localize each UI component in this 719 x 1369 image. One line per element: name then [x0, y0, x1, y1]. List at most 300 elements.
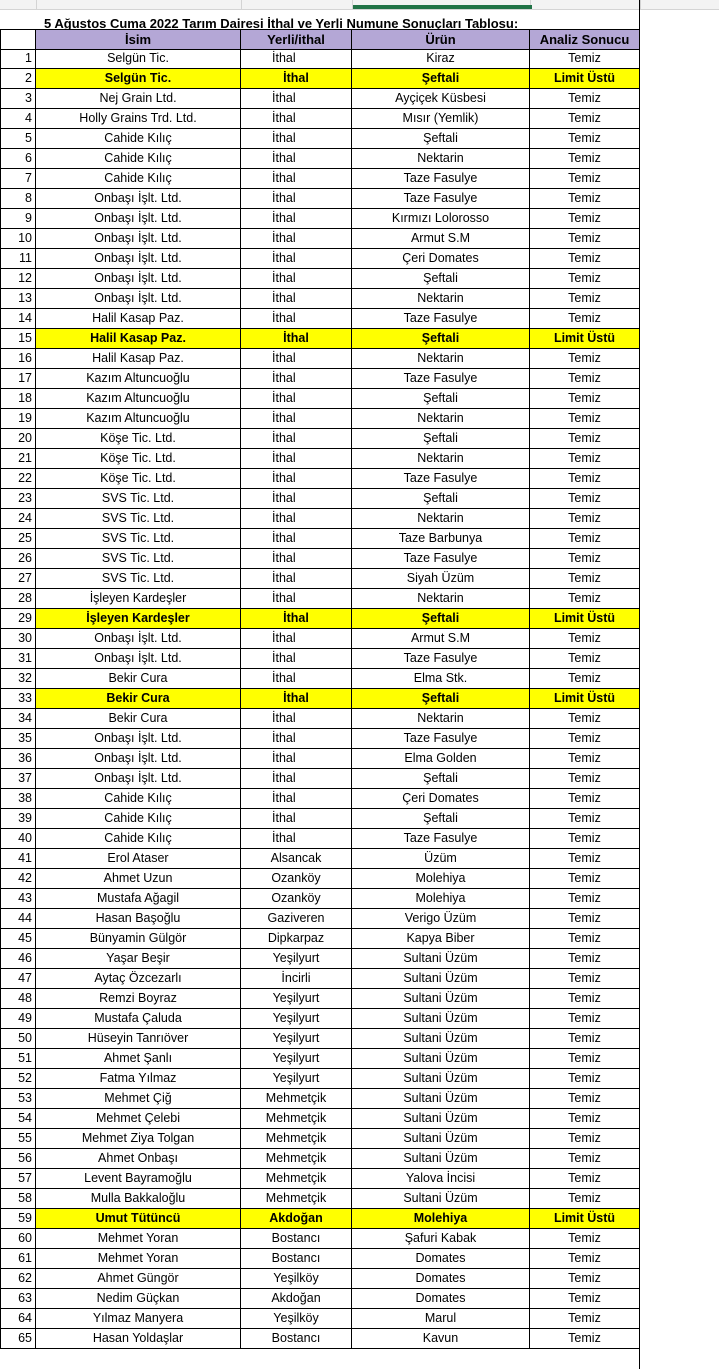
cell-result[interactable]: Temiz	[530, 589, 640, 609]
row-number[interactable]: 51	[0, 1049, 36, 1069]
cell-name[interactable]: Onbaşı İşlt. Ltd.	[36, 269, 241, 289]
table-row[interactable]	[0, 509, 640, 529]
row-number[interactable]: 30	[0, 629, 36, 649]
cell-origin[interactable]: İthal	[241, 449, 352, 469]
cell-result[interactable]: Temiz	[530, 1269, 640, 1289]
cell-product[interactable]: Domates	[352, 1249, 530, 1269]
row-number[interactable]: 58	[0, 1189, 36, 1209]
cell-name[interactable]: Ahmet Güngör	[36, 1269, 241, 1289]
row-number[interactable]: 26	[0, 549, 36, 569]
cell-origin[interactable]: Yeşilyurt	[241, 1069, 352, 1089]
cell-product[interactable]: Nektarin	[352, 589, 530, 609]
row-number[interactable]: 27	[0, 569, 36, 589]
cell-origin[interactable]: İthal	[241, 469, 352, 489]
cell-origin[interactable]: İthal	[241, 529, 352, 549]
cell-result[interactable]: Temiz	[530, 929, 640, 949]
cell-result[interactable]: Temiz	[530, 1029, 640, 1049]
cell-origin[interactable]: İthal	[241, 189, 352, 209]
row-number[interactable]: 48	[0, 989, 36, 1009]
cell-name[interactable]: Aytaç Özcezarlı	[36, 969, 241, 989]
table-row[interactable]	[0, 349, 640, 369]
cell-origin[interactable]: İthal	[241, 89, 352, 109]
table-row[interactable]	[0, 949, 640, 969]
table-row[interactable]	[0, 1189, 640, 1209]
cell-name[interactable]: Onbaşı İşlt. Ltd.	[36, 209, 241, 229]
cell-result[interactable]: Temiz	[530, 969, 640, 989]
cell-product[interactable]: Şeftali	[352, 329, 530, 349]
cell-name[interactable]: Cahide Kılıç	[36, 129, 241, 149]
table-row[interactable]	[0, 869, 640, 889]
cell-name[interactable]: Mehmet Ziya Tolgan	[36, 1129, 241, 1149]
cell-result[interactable]: Temiz	[530, 269, 640, 289]
cell-origin[interactable]: İthal	[241, 689, 352, 709]
cell-product[interactable]: Sultani Üzüm	[352, 989, 530, 1009]
cell-product[interactable]: Şeftali	[352, 489, 530, 509]
cell-result[interactable]: Temiz	[530, 909, 640, 929]
cell-result[interactable]: Temiz	[530, 409, 640, 429]
cell-product[interactable]: Kırmızı Lolorosso	[352, 209, 530, 229]
row-number[interactable]: 63	[0, 1289, 36, 1309]
row-number[interactable]: 60	[0, 1229, 36, 1249]
table-row[interactable]	[0, 409, 640, 429]
cell-product[interactable]: Nektarin	[352, 409, 530, 429]
cell-name[interactable]: Cahide Kılıç	[36, 149, 241, 169]
cell-result[interactable]: Limit Üstü	[530, 609, 640, 629]
table-row[interactable]	[0, 809, 640, 829]
cell-result[interactable]: Temiz	[530, 1089, 640, 1109]
cell-product[interactable]: Şafuri Kabak	[352, 1229, 530, 1249]
cell-origin[interactable]: İthal	[241, 169, 352, 189]
cell-product[interactable]: Nektarin	[352, 289, 530, 309]
row-number[interactable]: 23	[0, 489, 36, 509]
cell-result[interactable]: Temiz	[530, 729, 640, 749]
cell-name[interactable]: Holly Grains Trd. Ltd.	[36, 109, 241, 129]
cell-result[interactable]: Temiz	[530, 1189, 640, 1209]
row-number[interactable]: 15	[0, 329, 36, 349]
cell-origin[interactable]: Mehmetçik	[241, 1149, 352, 1169]
cell-name[interactable]: Onbaşı İşlt. Ltd.	[36, 769, 241, 789]
cell-origin[interactable]: İthal	[241, 389, 352, 409]
cell-result[interactable]: Temiz	[530, 369, 640, 389]
cell-result[interactable]: Temiz	[530, 1009, 640, 1029]
cell-name[interactable]: SVS Tic. Ltd.	[36, 489, 241, 509]
table-row[interactable]	[0, 829, 640, 849]
row-number[interactable]: 28	[0, 589, 36, 609]
cell-name[interactable]: Cahide Kılıç	[36, 829, 241, 849]
cell-product[interactable]: Sultani Üzüm	[352, 1109, 530, 1129]
cell-origin[interactable]: Yeşilyurt	[241, 1049, 352, 1069]
row-number[interactable]: 10	[0, 229, 36, 249]
cell-origin[interactable]: Ozanköy	[241, 869, 352, 889]
table-row[interactable]	[0, 709, 640, 729]
row-number[interactable]: 20	[0, 429, 36, 449]
cell-origin[interactable]: Mehmetçik	[241, 1169, 352, 1189]
cell-result[interactable]: Temiz	[530, 829, 640, 849]
cell-product[interactable]: Ayçiçek Küsbesi	[352, 89, 530, 109]
cell-result[interactable]: Temiz	[530, 1049, 640, 1069]
cell-product[interactable]: Nektarin	[352, 149, 530, 169]
table-row[interactable]	[0, 769, 640, 789]
table-row[interactable]	[0, 1029, 640, 1049]
table-row[interactable]	[0, 1089, 640, 1109]
row-number[interactable]: 59	[0, 1209, 36, 1229]
cell-result[interactable]: Temiz	[530, 469, 640, 489]
cell-product[interactable]: Kavun	[352, 1329, 530, 1349]
row-number[interactable]: 49	[0, 1009, 36, 1029]
cell-origin[interactable]: İthal	[241, 289, 352, 309]
cell-result[interactable]: Temiz	[530, 529, 640, 549]
table-row[interactable]	[0, 109, 640, 129]
cell-product[interactable]: Nektarin	[352, 349, 530, 369]
table-row[interactable]	[0, 609, 640, 629]
cell-product[interactable]: Sultani Üzüm	[352, 1049, 530, 1069]
cell-name[interactable]: Bekir Cura	[36, 689, 241, 709]
cell-origin[interactable]: Mehmetçik	[241, 1189, 352, 1209]
cell-origin[interactable]: İthal	[241, 549, 352, 569]
table-row[interactable]	[0, 369, 640, 389]
cell-product[interactable]: Taze Fasulye	[352, 309, 530, 329]
cell-result[interactable]: Temiz	[530, 649, 640, 669]
cell-product[interactable]: Sultani Üzüm	[352, 949, 530, 969]
table-row[interactable]	[0, 389, 640, 409]
cell-result[interactable]: Temiz	[530, 849, 640, 869]
cell-name[interactable]: Umut Tütüncü	[36, 1209, 241, 1229]
cell-name[interactable]: Mehmet Yoran	[36, 1249, 241, 1269]
row-number[interactable]: 32	[0, 669, 36, 689]
table-row[interactable]	[0, 1069, 640, 1089]
table-row[interactable]	[0, 569, 640, 589]
cell-origin[interactable]: Akdoğan	[241, 1209, 352, 1229]
cell-product[interactable]: Şeftali	[352, 129, 530, 149]
cell-result[interactable]: Temiz	[530, 249, 640, 269]
row-number[interactable]: 42	[0, 869, 36, 889]
table-row[interactable]	[0, 229, 640, 249]
cell-product[interactable]: Taze Barbunya	[352, 529, 530, 549]
cell-name[interactable]: Remzi Boyraz	[36, 989, 241, 1009]
cell-origin[interactable]: İthal	[241, 509, 352, 529]
cell-origin[interactable]: İthal	[241, 709, 352, 729]
table-row[interactable]	[0, 169, 640, 189]
cell-name[interactable]: Köşe Tic. Ltd.	[36, 449, 241, 469]
row-number[interactable]: 53	[0, 1089, 36, 1109]
table-row[interactable]	[0, 289, 640, 309]
row-number[interactable]: 11	[0, 249, 36, 269]
cell-name[interactable]: Onbaşı İşlt. Ltd.	[36, 189, 241, 209]
cell-product[interactable]: Taze Fasulye	[352, 649, 530, 669]
row-number[interactable]: 6	[0, 149, 36, 169]
cell-name[interactable]: Onbaşı İşlt. Ltd.	[36, 749, 241, 769]
cell-name[interactable]: Hasan Yoldaşlar	[36, 1329, 241, 1349]
cell-result[interactable]: Temiz	[530, 549, 640, 569]
table-row[interactable]	[0, 489, 640, 509]
cell-product[interactable]: Şeftali	[352, 689, 530, 709]
cell-result[interactable]: Temiz	[530, 449, 640, 469]
row-number[interactable]: 36	[0, 749, 36, 769]
row-number[interactable]: 24	[0, 509, 36, 529]
cell-product[interactable]: Çeri Domates	[352, 249, 530, 269]
table-row[interactable]	[0, 649, 640, 669]
cell-name[interactable]: Ahmet Şanlı	[36, 1049, 241, 1069]
cell-origin[interactable]: İthal	[241, 69, 352, 89]
cell-product[interactable]: Armut S.M	[352, 629, 530, 649]
cell-product[interactable]: Mısır (Yemlik)	[352, 109, 530, 129]
row-number[interactable]: 18	[0, 389, 36, 409]
row-number[interactable]: 19	[0, 409, 36, 429]
row-number[interactable]: 39	[0, 809, 36, 829]
cell-origin[interactable]: Yeşilyurt	[241, 989, 352, 1009]
cell-origin[interactable]: Akdoğan	[241, 1289, 352, 1309]
cell-product[interactable]: Armut S.M	[352, 229, 530, 249]
cell-origin[interactable]: İthal	[241, 249, 352, 269]
table-row[interactable]	[0, 669, 640, 689]
cell-result[interactable]: Temiz	[530, 109, 640, 129]
cell-origin[interactable]: İthal	[241, 209, 352, 229]
cell-product[interactable]: Taze Fasulye	[352, 549, 530, 569]
table-row[interactable]	[0, 629, 640, 649]
table-row[interactable]	[0, 749, 640, 769]
row-number[interactable]: 64	[0, 1309, 36, 1329]
cell-result[interactable]: Temiz	[530, 49, 640, 69]
table-row[interactable]	[0, 1009, 640, 1029]
cell-result[interactable]: Temiz	[530, 789, 640, 809]
cell-product[interactable]: Taze Fasulye	[352, 369, 530, 389]
row-number[interactable]: 4	[0, 109, 36, 129]
cell-name[interactable]: İşleyen Kardeşler	[36, 589, 241, 609]
cell-product[interactable]: Marul	[352, 1309, 530, 1329]
cell-name[interactable]: Bünyamin Gülgör	[36, 929, 241, 949]
row-number[interactable]: 40	[0, 829, 36, 849]
cell-result[interactable]: Temiz	[530, 289, 640, 309]
table-row[interactable]	[0, 1209, 640, 1229]
cell-name[interactable]: Kazım Altuncuoğlu	[36, 389, 241, 409]
cell-origin[interactable]: İncirli	[241, 969, 352, 989]
cell-result[interactable]: Temiz	[530, 709, 640, 729]
table-row[interactable]	[0, 449, 640, 469]
cell-result[interactable]: Temiz	[530, 1069, 640, 1089]
cell-origin[interactable]: İthal	[241, 129, 352, 149]
table-row[interactable]	[0, 89, 640, 109]
cell-result[interactable]: Temiz	[530, 949, 640, 969]
row-number[interactable]: 38	[0, 789, 36, 809]
cell-product[interactable]: Şeftali	[352, 269, 530, 289]
cell-name[interactable]: Cahide Kılıç	[36, 789, 241, 809]
cell-result[interactable]: Temiz	[530, 629, 640, 649]
cell-product[interactable]: Kapya Biber	[352, 929, 530, 949]
cell-name[interactable]: Bekir Cura	[36, 669, 241, 689]
row-number[interactable]: 14	[0, 309, 36, 329]
cell-name[interactable]: Bekir Cura	[36, 709, 241, 729]
cell-product[interactable]: Şeftali	[352, 429, 530, 449]
cell-result[interactable]: Temiz	[530, 869, 640, 889]
cell-name[interactable]: Onbaşı İşlt. Ltd.	[36, 289, 241, 309]
cell-product[interactable]: Nektarin	[352, 449, 530, 469]
cell-result[interactable]: Temiz	[530, 149, 640, 169]
cell-name[interactable]: Mustafa Çaluda	[36, 1009, 241, 1029]
cell-origin[interactable]: Gaziveren	[241, 909, 352, 929]
table-row[interactable]	[0, 889, 640, 909]
cell-origin[interactable]: Yeşilyurt	[241, 1029, 352, 1049]
row-number[interactable]: 7	[0, 169, 36, 189]
cell-name[interactable]: Yılmaz Manyera	[36, 1309, 241, 1329]
cell-origin[interactable]: Bostancı	[241, 1229, 352, 1249]
cell-name[interactable]: Selgün Tic.	[36, 69, 241, 89]
row-number[interactable]: 22	[0, 469, 36, 489]
table-row[interactable]	[0, 729, 640, 749]
cell-product[interactable]: Nektarin	[352, 509, 530, 529]
cell-origin[interactable]: İthal	[241, 629, 352, 649]
cell-product[interactable]: Elma Stk.	[352, 669, 530, 689]
row-number[interactable]: 34	[0, 709, 36, 729]
cell-origin[interactable]: İthal	[241, 829, 352, 849]
cell-result[interactable]: Limit Üstü	[530, 689, 640, 709]
cell-name[interactable]: Cahide Kılıç	[36, 169, 241, 189]
row-number[interactable]: 17	[0, 369, 36, 389]
row-number[interactable]: 52	[0, 1069, 36, 1089]
row-number[interactable]: 55	[0, 1129, 36, 1149]
cell-name[interactable]: Köşe Tic. Ltd.	[36, 429, 241, 449]
header-product[interactable]: Ürün	[352, 30, 530, 50]
table-row[interactable]	[0, 689, 640, 709]
table-row[interactable]	[0, 209, 640, 229]
table-row[interactable]	[0, 1109, 640, 1129]
cell-product[interactable]: Sultani Üzüm	[352, 1069, 530, 1089]
cell-origin[interactable]: İthal	[241, 349, 352, 369]
cell-result[interactable]: Temiz	[530, 89, 640, 109]
table-row[interactable]	[0, 329, 640, 349]
table-row[interactable]	[0, 249, 640, 269]
cell-result[interactable]: Temiz	[530, 1249, 640, 1269]
cell-name[interactable]: Yaşar Beşir	[36, 949, 241, 969]
cell-name[interactable]: SVS Tic. Ltd.	[36, 549, 241, 569]
cell-origin[interactable]: Mehmetçik	[241, 1129, 352, 1149]
row-number[interactable]: 57	[0, 1169, 36, 1189]
cell-product[interactable]: Domates	[352, 1269, 530, 1289]
row-number[interactable]: 62	[0, 1269, 36, 1289]
cell-product[interactable]: Şeftali	[352, 769, 530, 789]
row-number[interactable]: 50	[0, 1029, 36, 1049]
cell-name[interactable]: Mehmet Yoran	[36, 1229, 241, 1249]
table-row[interactable]	[0, 1169, 640, 1189]
cell-name[interactable]: Onbaşı İşlt. Ltd.	[36, 229, 241, 249]
cell-name[interactable]: Levent Bayramoğlu	[36, 1169, 241, 1189]
cell-result[interactable]: Temiz	[530, 389, 640, 409]
table-row[interactable]	[0, 1129, 640, 1149]
cell-product[interactable]: Verigo Üzüm	[352, 909, 530, 929]
cell-origin[interactable]: Yeşilyurt	[241, 949, 352, 969]
cell-product[interactable]: Nektarin	[352, 709, 530, 729]
cell-name[interactable]: Kazım Altuncuoğlu	[36, 369, 241, 389]
table-row[interactable]	[0, 189, 640, 209]
cell-result[interactable]: Temiz	[530, 1329, 640, 1349]
row-number[interactable]: 46	[0, 949, 36, 969]
table-row[interactable]	[0, 589, 640, 609]
cell-name[interactable]: SVS Tic. Ltd.	[36, 509, 241, 529]
cell-origin[interactable]: İthal	[241, 649, 352, 669]
cell-name[interactable]: Selgün Tic.	[36, 49, 241, 69]
table-row[interactable]	[0, 429, 640, 449]
cell-product[interactable]: Molehiya	[352, 869, 530, 889]
cell-origin[interactable]: İthal	[241, 729, 352, 749]
cell-result[interactable]: Temiz	[530, 1309, 640, 1329]
cell-origin[interactable]: İthal	[241, 309, 352, 329]
cell-result[interactable]: Temiz	[530, 429, 640, 449]
cell-name[interactable]: Halil Kasap Paz.	[36, 349, 241, 369]
cell-product[interactable]: Şeftali	[352, 809, 530, 829]
table-row[interactable]	[0, 909, 640, 929]
cell-name[interactable]: Onbaşı İşlt. Ltd.	[36, 629, 241, 649]
cell-product[interactable]: Sultani Üzüm	[352, 969, 530, 989]
table-row[interactable]	[0, 1249, 640, 1269]
cell-origin[interactable]: İthal	[241, 669, 352, 689]
table-row[interactable]	[0, 1269, 640, 1289]
header-name[interactable]: İsim	[36, 30, 241, 50]
cell-name[interactable]: Cahide Kılıç	[36, 809, 241, 829]
cell-name[interactable]: Mehmet Çiğ	[36, 1089, 241, 1109]
cell-result[interactable]: Temiz	[530, 309, 640, 329]
table-row[interactable]	[0, 1229, 640, 1249]
cell-origin[interactable]: İthal	[241, 589, 352, 609]
cell-name[interactable]: SVS Tic. Ltd.	[36, 569, 241, 589]
cell-origin[interactable]: İthal	[241, 569, 352, 589]
cell-product[interactable]: Taze Fasulye	[352, 729, 530, 749]
table-row[interactable]	[0, 469, 640, 489]
cell-origin[interactable]: İthal	[241, 749, 352, 769]
cell-origin[interactable]: İthal	[241, 369, 352, 389]
cell-product[interactable]: Taze Fasulye	[352, 829, 530, 849]
cell-origin[interactable]: Ozanköy	[241, 889, 352, 909]
row-number[interactable]: 47	[0, 969, 36, 989]
row-number[interactable]: 8	[0, 189, 36, 209]
cell-origin[interactable]: İthal	[241, 769, 352, 789]
cell-name[interactable]: Ahmet Onbaşı	[36, 1149, 241, 1169]
cell-origin[interactable]: İthal	[241, 409, 352, 429]
cell-result[interactable]: Temiz	[530, 769, 640, 789]
cell-result[interactable]: Temiz	[530, 209, 640, 229]
cell-result[interactable]: Temiz	[530, 489, 640, 509]
cell-origin[interactable]: Yeşilköy	[241, 1309, 352, 1329]
cell-product[interactable]: Sultani Üzüm	[352, 1009, 530, 1029]
cell-origin[interactable]: İthal	[241, 109, 352, 129]
table-row[interactable]	[0, 309, 640, 329]
cell-name[interactable]: Mustafa Ağagil	[36, 889, 241, 909]
cell-name[interactable]: Fatma Yılmaz	[36, 1069, 241, 1089]
cell-result[interactable]: Temiz	[530, 1289, 640, 1309]
cell-origin[interactable]: Mehmetçik	[241, 1089, 352, 1109]
cell-product[interactable]: Molehiya	[352, 1209, 530, 1229]
cell-result[interactable]: Temiz	[530, 349, 640, 369]
row-number[interactable]: 37	[0, 769, 36, 789]
table-row[interactable]	[0, 789, 640, 809]
row-number[interactable]: 3	[0, 89, 36, 109]
cell-name[interactable]: Halil Kasap Paz.	[36, 329, 241, 349]
row-number[interactable]: 2	[0, 69, 36, 89]
cell-origin[interactable]: İthal	[241, 269, 352, 289]
cell-result[interactable]: Temiz	[530, 669, 640, 689]
row-number[interactable]: 41	[0, 849, 36, 869]
row-number[interactable]: 44	[0, 909, 36, 929]
table-row[interactable]	[0, 849, 640, 869]
cell-result[interactable]: Temiz	[530, 889, 640, 909]
row-number[interactable]: 21	[0, 449, 36, 469]
cell-product[interactable]: Sultani Üzüm	[352, 1189, 530, 1209]
cell-product[interactable]: Taze Fasulye	[352, 189, 530, 209]
cell-result[interactable]: Temiz	[530, 169, 640, 189]
cell-origin[interactable]: İthal	[241, 229, 352, 249]
cell-product[interactable]: Yalova İncisi	[352, 1169, 530, 1189]
cell-result[interactable]: Temiz	[530, 509, 640, 529]
table-row[interactable]	[0, 49, 640, 69]
table-row[interactable]	[0, 929, 640, 949]
